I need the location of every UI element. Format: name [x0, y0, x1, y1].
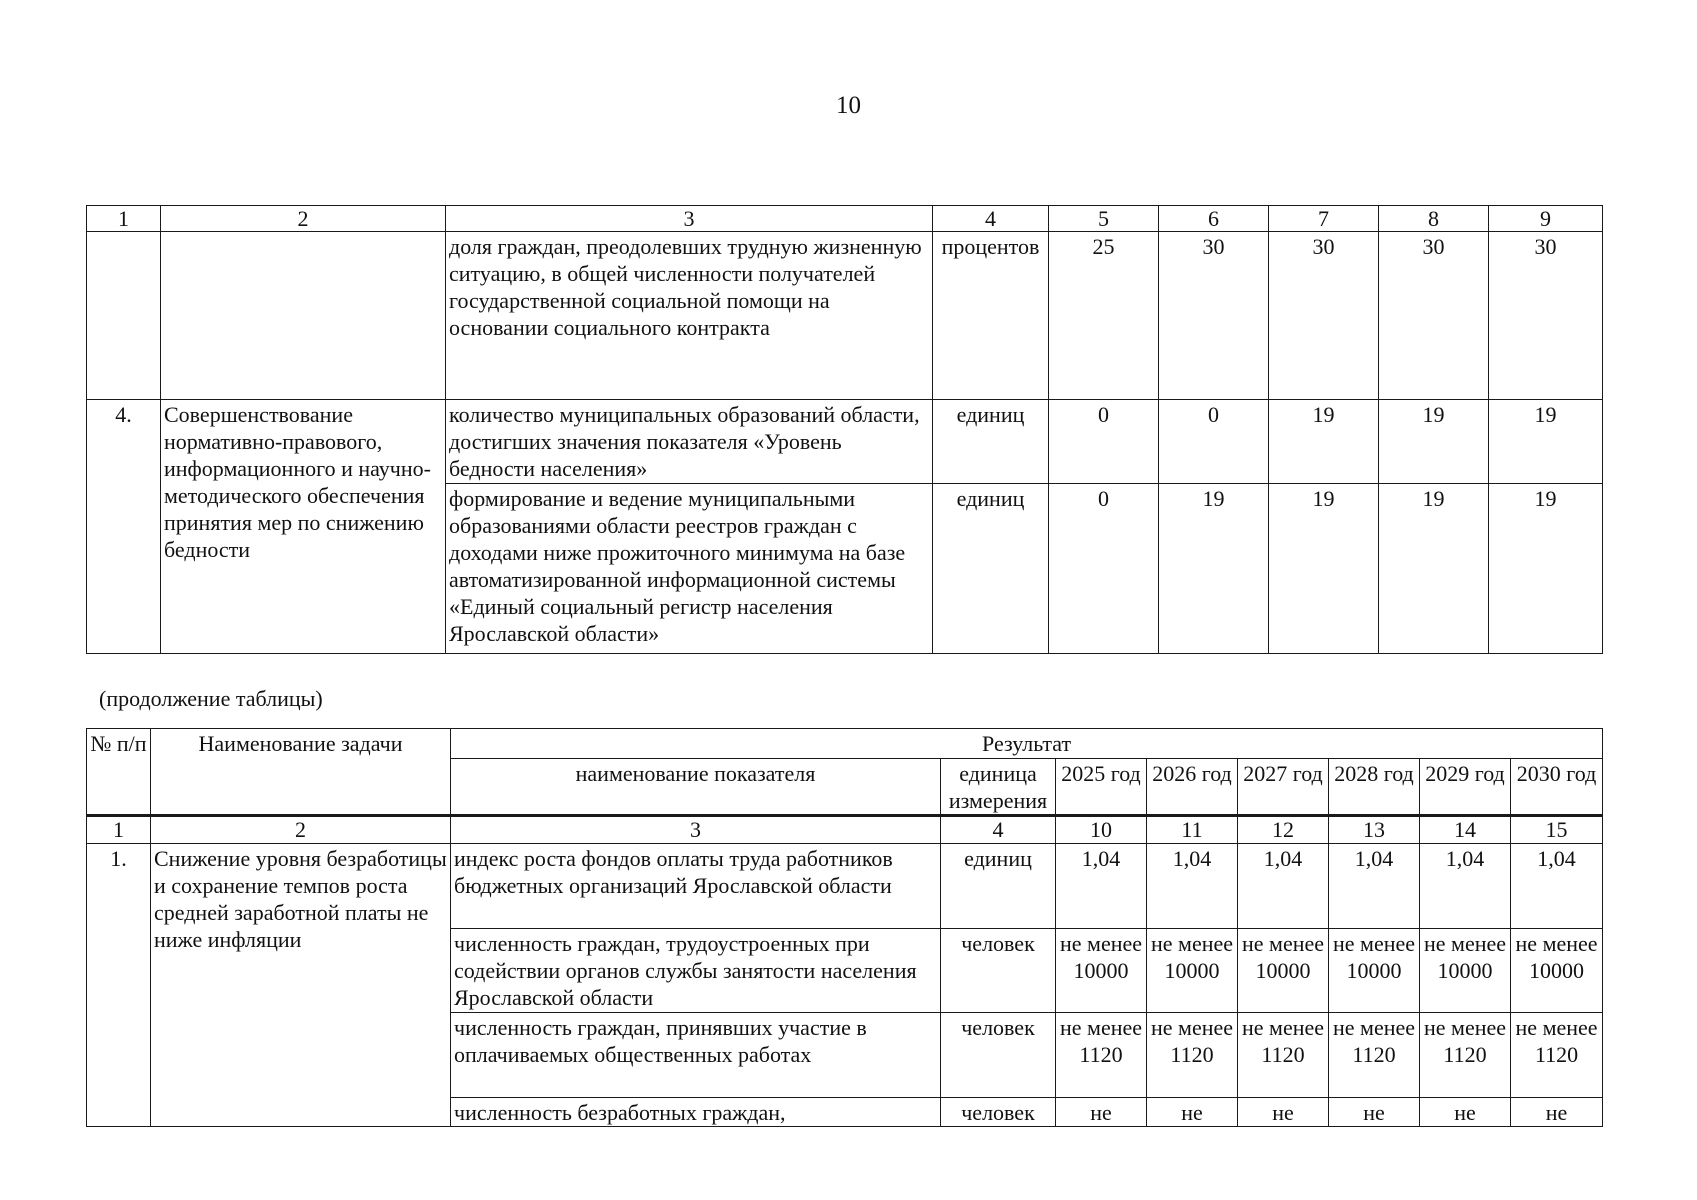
col-number: 14	[1420, 816, 1511, 844]
col-number: 9	[1489, 206, 1603, 232]
col-number: 1	[87, 816, 151, 844]
value-cell: 1,04	[1420, 844, 1511, 929]
value-cell: 0	[1049, 400, 1159, 484]
col-number: 7	[1269, 206, 1379, 232]
column-number-row	[87, 816, 1603, 844]
year-header: 2027 год	[1238, 759, 1329, 816]
col-number: 10	[1056, 816, 1147, 844]
header-row	[87, 729, 1603, 759]
value-cell: не	[1329, 1098, 1420, 1127]
task-name-cell: Совершенствование нормативно-правового, информационного и научно-методического обеспечения принятия мер по снижению бедности	[161, 400, 446, 654]
value-cell: 25	[1049, 232, 1159, 400]
table-row	[87, 232, 1603, 400]
value-cell: 0	[1159, 400, 1269, 484]
indicators-table-continued	[86, 728, 1603, 1127]
col-number: 12	[1238, 816, 1329, 844]
value-cell: не менее 1120	[1511, 1013, 1603, 1098]
col-number: 15	[1511, 816, 1603, 844]
value-cell: 0	[1049, 484, 1159, 654]
task-name-cell: Снижение уровня безработицы и сохранение темпов роста средней заработной платы не ниже инфляции	[151, 844, 451, 1127]
value-cell: не менее 1120	[1147, 1013, 1238, 1098]
year-header: 2030 год	[1511, 759, 1603, 816]
value-cell: не менее 10000	[1420, 929, 1511, 1013]
value-cell: 30	[1269, 232, 1379, 400]
indicator-name-header: наименование показателя	[451, 759, 941, 816]
indicator-name: численность граждан, трудоустроенных при содействии органов службы занятости населения Ярославской области	[451, 929, 941, 1013]
value-cell: 1,04	[1511, 844, 1603, 929]
value-cell: не менее 1120	[1056, 1013, 1147, 1098]
task-name-header: Наименование задачи	[151, 729, 451, 816]
value-cell: 19	[1269, 484, 1379, 654]
value-cell: не	[1420, 1098, 1511, 1127]
value-cell: 30	[1159, 232, 1269, 400]
value-cell: 1,04	[1147, 844, 1238, 929]
value-cell: не менее 1120	[1420, 1013, 1511, 1098]
value-cell: 1,04	[1238, 844, 1329, 929]
indicator-name: индекс роста фондов оплаты труда работников бюджетных организаций Ярославской области	[451, 844, 941, 929]
value-cell: 30	[1489, 232, 1603, 400]
result-header: Результат	[451, 729, 1603, 759]
value-cell: 19	[1379, 400, 1489, 484]
num-header: № п/п	[87, 729, 151, 816]
unit-cell: человек	[941, 1098, 1056, 1127]
col-number: 1	[87, 206, 161, 232]
value-cell: не менее 10000	[1147, 929, 1238, 1013]
indicator-name: численность безработных граждан,	[451, 1098, 941, 1127]
unit-cell: процентов	[933, 232, 1049, 400]
unit-cell: человек	[941, 1013, 1056, 1098]
continuation-label: (продолжение таблицы)	[99, 686, 323, 711]
value-cell: 19	[1379, 484, 1489, 654]
col-number: 2	[151, 816, 451, 844]
unit-cell: единиц	[933, 400, 1049, 484]
value-cell: не	[1511, 1098, 1603, 1127]
unit-cell: единиц	[933, 484, 1049, 654]
value-cell: не менее 10000	[1329, 929, 1420, 1013]
table-row	[87, 400, 1603, 484]
value-cell: 30	[1379, 232, 1489, 400]
row-number-cell: 1.	[87, 844, 151, 1127]
table-row	[87, 844, 1603, 929]
value-cell: не	[1056, 1098, 1147, 1127]
indicator-name: количество муниципальных образований области, достигших значения показателя «Уровень бедности населения»	[446, 400, 933, 484]
year-header: 2025 год	[1056, 759, 1147, 816]
value-cell: не менее 10000	[1056, 929, 1147, 1013]
value-cell: 19	[1489, 484, 1603, 654]
indicator-name: доля граждан, преодолевших трудную жизненную ситуацию, в общей численности получателей государственной социальной помощи на основании социального контракта	[446, 232, 933, 400]
value-cell: не менее 1120	[1238, 1013, 1329, 1098]
col-number: 3	[451, 816, 941, 844]
col-number: 2	[161, 206, 446, 232]
col-number: 4	[933, 206, 1049, 232]
value-cell: не менее 10000	[1238, 929, 1329, 1013]
value-cell: 19	[1269, 400, 1379, 484]
col-number: 3	[446, 206, 933, 232]
year-header: 2026 год	[1147, 759, 1238, 816]
value-cell: не менее 1120	[1329, 1013, 1420, 1098]
indicator-name: численность граждан, принявших участие в оплачиваемых общественных работах	[451, 1013, 941, 1098]
indicator-name: формирование и ведение муниципальными образованиями области реестров граждан с доходами ниже прожиточного минимума на базе автоматизированной информационной системы «Единый социальный регистр населения Ярославской области»	[446, 484, 933, 654]
page-number: 10	[836, 92, 861, 119]
value-cell: не менее 10000	[1511, 929, 1603, 1013]
value-cell: 1,04	[1056, 844, 1147, 929]
col-number: 13	[1329, 816, 1420, 844]
task-name-cell	[161, 232, 446, 400]
row-number-cell	[87, 232, 161, 400]
col-number: 5	[1049, 206, 1159, 232]
col-number: 8	[1379, 206, 1489, 232]
year-header: 2029 год	[1420, 759, 1511, 816]
col-number: 11	[1147, 816, 1238, 844]
value-cell: 19	[1159, 484, 1269, 654]
row-number-cell: 4.	[87, 400, 161, 654]
value-cell: не	[1147, 1098, 1238, 1127]
indicators-table-top	[86, 205, 1603, 654]
year-header: 2028 год	[1329, 759, 1420, 816]
unit-cell: единиц	[941, 844, 1056, 929]
col-number: 6	[1159, 206, 1269, 232]
unit-cell: человек	[941, 929, 1056, 1013]
value-cell: 1,04	[1329, 844, 1420, 929]
column-number-row	[87, 206, 1603, 232]
col-number: 4	[941, 816, 1056, 844]
value-cell: не	[1238, 1098, 1329, 1127]
value-cell: 19	[1489, 400, 1603, 484]
unit-header: единица измерения	[941, 759, 1056, 816]
